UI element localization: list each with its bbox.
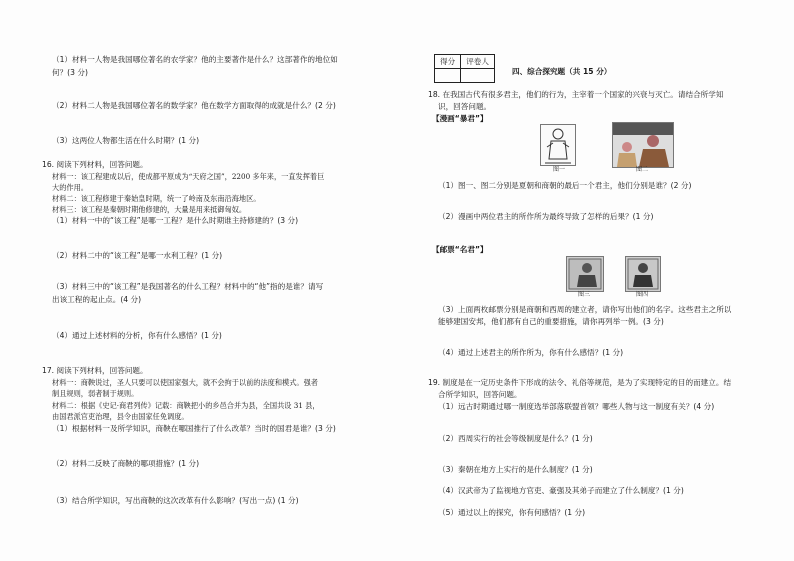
score-box (434, 54, 495, 83)
figure2-comic (612, 122, 674, 168)
grader-label: 评卷人 (461, 55, 495, 69)
q16-3-line1: （3）材料三中的“该工程”是我国著名的什么工程？材料中的“他”指的是谁？请写 (52, 282, 324, 291)
q17-3: （3）结合所学知识，写出商鞅的这次改革有什么影响？(写出一点) (1 分) (52, 496, 299, 505)
q18-1: （1）图一、图二分别是夏朝和商朝的最后一个君主，他们分别是谁？(2 分) (438, 181, 692, 190)
grader-cell (461, 69, 495, 83)
q15-1-line2: 何？(3 分) (52, 68, 88, 77)
figure4-stamp (625, 256, 661, 292)
q17-2: （2）材料二反映了商鞅的哪项措施？(1 分) (52, 459, 200, 468)
q17-1: （1）根据材料一及所学知识，商鞅在哪国推行了什么改革？当时的国君是谁？(3 分) (52, 424, 336, 433)
q17-intro: 17. 阅读下列材料，回答问题。 (42, 366, 148, 375)
q19-1: （1）远古时期通过哪一制度选举部落联盟首领？哪些人物与这一制度有关？(4 分) (438, 402, 715, 411)
stamp-tag: 【邮票“名君”】 (432, 245, 488, 254)
fig1-caption: 图一 (552, 166, 565, 173)
q19-intro-line1: 19. 制度是在一定历史条件下形成的法令、礼俗等规范，是为了实现特定的目的而建立。结 (428, 378, 732, 387)
q17-material1-line1: 材料一：商鞅说过，圣人只要可以使国家强大，就不会拘于以前的法度和模式。强者 (52, 378, 318, 387)
fig3-caption: 图三 (577, 291, 590, 298)
fig2-caption: 图二 (635, 166, 648, 173)
comic-tag: 【漫画“暴君”】 (432, 114, 488, 123)
q16-material3: 材料三：该工程是秦朝时期他修建的，大量是用来抵御匈奴。 (52, 205, 247, 214)
q18-3-line2: 能够建国安邦，他们都有自己的重要措施，请你再列举一例。(3 分) (438, 317, 664, 326)
score-label: 得分 (435, 55, 461, 69)
fig4-caption: 图四 (635, 291, 648, 298)
q16-material1-line1: 材料一：该工程建成以后，使成都平原成为“天府之国”，2200 多年来，一直发挥着巨 (52, 172, 325, 181)
q18-2: （2）漫画中两位君主的所作所为最终导致了怎样的后果？(1 分) (438, 212, 654, 221)
q18-4: （4）通过上述君主的所作所为，你有什么感悟？(1 分) (438, 348, 624, 357)
q16-intro: 16. 阅读下列材料，回答问题。 (42, 160, 148, 169)
q18-intro-line1: 18. 在我国古代有很多君主，他们的行为，主宰着一个国家的兴衰与灭亡。请结合所学知 (428, 90, 724, 99)
q16-2: （2）材料二中的“该工程”是哪一水利工程？(1 分) (52, 251, 223, 260)
q15-2: （2）材料二人物是我国哪位著名的数学家？他在数学方面取得的成就是什么？(2 分) (52, 101, 336, 110)
q16-4: （4）通过上述材料的分析，你有什么感悟？(1 分) (52, 331, 222, 340)
q17-material1-line2: 制且规则，弱者制于规则。 (52, 389, 139, 398)
q19-5: （5）通过以上的探究，你有何感悟？(1 分) (438, 508, 586, 517)
q18-3-line1: （3）上面两枚邮票分别是商朝和西周的建立者，请你写出他们的名字。这些君主之所以 (438, 305, 732, 314)
q15-3: （3）这两位人物都生活在什么时期？(1 分) (52, 136, 200, 145)
figure3-stamp (566, 256, 604, 292)
q19-2: （2）西周实行的社会等级制度是什么？(1 分) (438, 434, 593, 443)
q17-material2-line2: 由国君派官吏治理，县令由国家任免调度。 (52, 412, 189, 421)
figure1-comic (540, 124, 576, 166)
score-cell (435, 69, 461, 83)
q19-intro-line2: 合所学知识，回答问题。 (438, 390, 522, 399)
section-title: 四、综合探究题（共 15 分） (512, 67, 612, 76)
q19-4: （4）汉武帝为了监视地方官吏、豪强及其弟子而建立了什么制度？(1 分) (438, 486, 684, 495)
q15-1-line1: （1）材料一人物是我国哪位著名的农学家？他的主要著作是什么？这部著作的地位如 (52, 55, 338, 64)
q16-3-line2: 出该工程的起止点。(4 分) (52, 295, 142, 304)
q16-1: （1）材料一中的“该工程”是哪一工程？是什么时期谁主持修建的？(3 分) (52, 216, 299, 225)
q16-material1-line2: 大的作用。 (52, 183, 88, 192)
q17-material2-line1: 材料二：根据《史记·商君列传》记载：商鞅把小的乡邑合并为县，全国共设 31 县， (52, 401, 320, 410)
q19-3: （3）秦朝在地方上实行的是什么制度？(1 分) (438, 465, 593, 474)
q18-intro-line2: 识，回答问题。 (438, 102, 492, 111)
q16-material2: 材料二：该工程修建于秦始皇时期，统一了岭南及东南沿海地区。 (52, 194, 261, 203)
